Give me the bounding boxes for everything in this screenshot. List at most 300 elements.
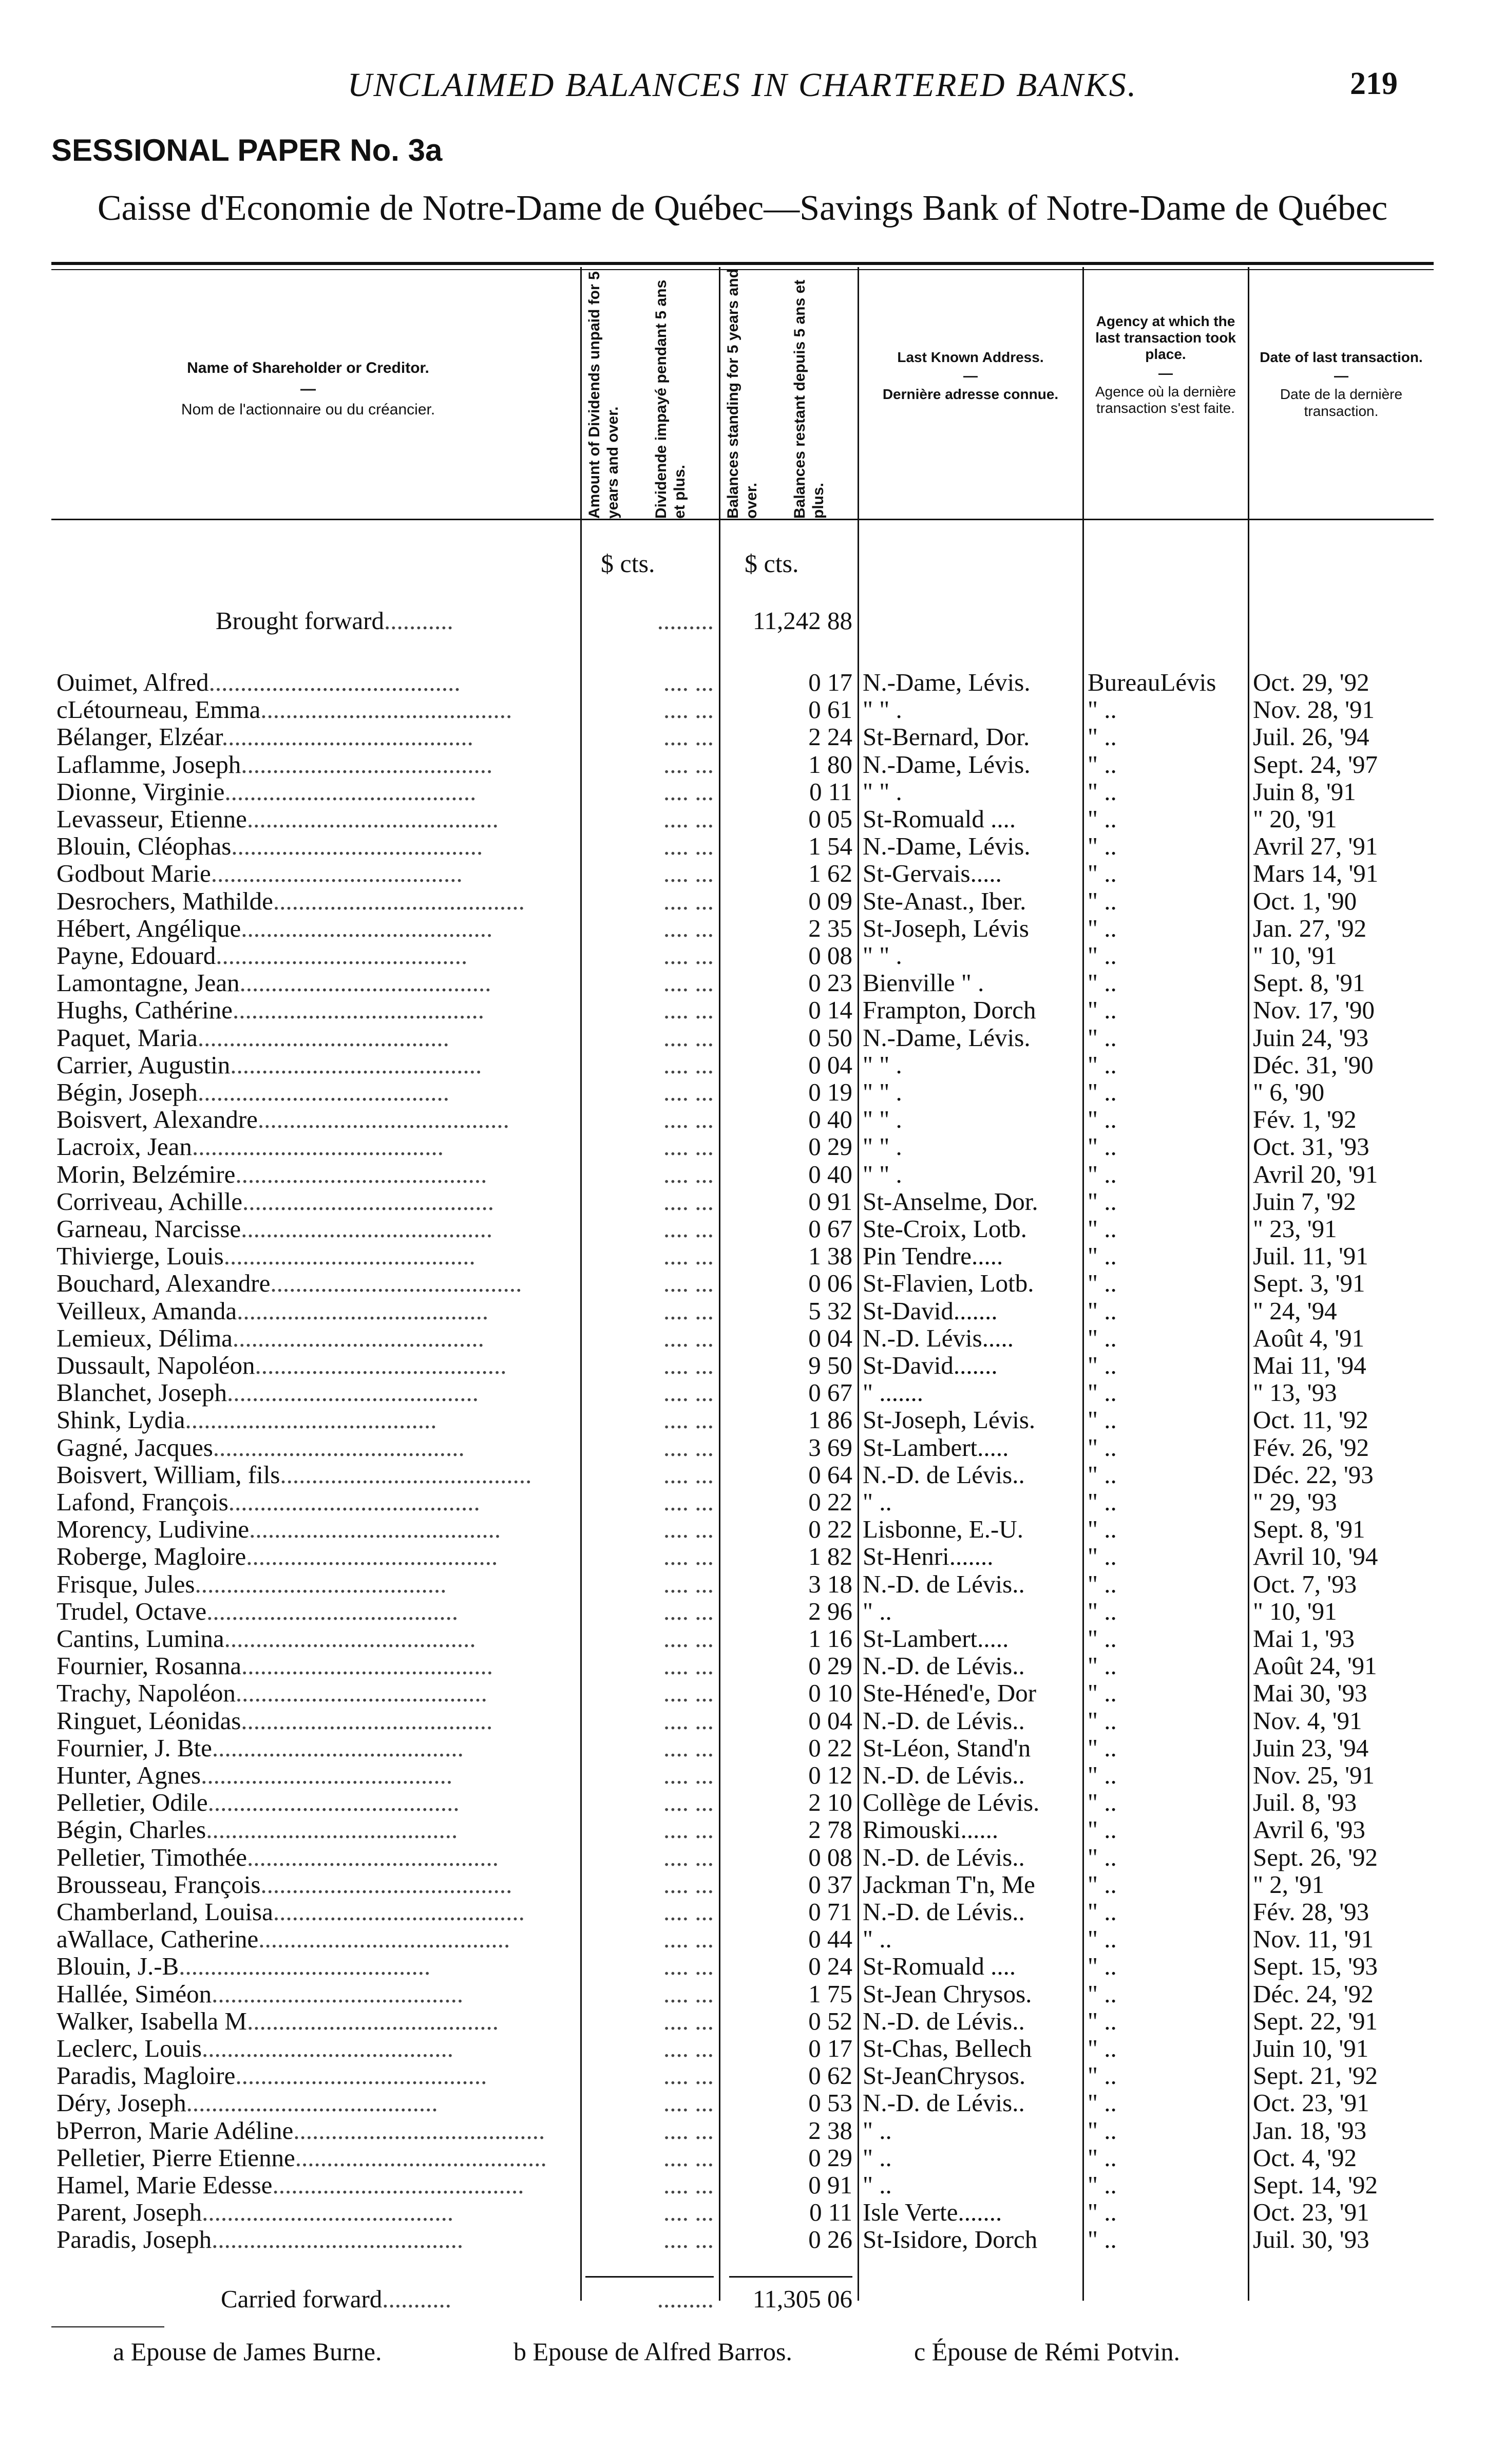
- last-transaction-date: Jan. 27, '92: [1253, 914, 1367, 942]
- balance-amount: 5 32: [808, 1296, 852, 1325]
- agency: " ..: [1088, 914, 1117, 942]
- creditor-name: Paradis, Joseph........................................: [56, 2225, 464, 2254]
- table-row: [0, 1077, 1485, 1105]
- dividends-leader: .... ...: [663, 914, 714, 942]
- dividends-leader: .... ...: [663, 1323, 714, 1352]
- table-row: [0, 1542, 1485, 1569]
- creditor-name-text: Paradis, Joseph: [56, 2225, 212, 2254]
- creditor-name-text: Blouin, J.-B: [56, 1952, 179, 1981]
- creditor-name-text: Bouchard, Alexandre: [56, 1269, 271, 1298]
- balance-amount: 2 78: [808, 1815, 852, 1844]
- dividends-leader: .... ...: [663, 2089, 714, 2117]
- dividends-leader: .... ...: [663, 1515, 714, 1544]
- dividends-leader: .... ...: [663, 1979, 714, 2008]
- last-transaction-date: Oct. 1, '90: [1253, 886, 1357, 915]
- agency: " ..: [1088, 1870, 1117, 1899]
- agency: " ..: [1088, 1597, 1117, 1625]
- balance-amount: 1 38: [808, 1242, 852, 1271]
- balance-amount: 0 19: [808, 1078, 852, 1106]
- last-address: " ..: [863, 2116, 892, 2145]
- brought-forward-row: [0, 606, 1485, 633]
- creditor-name: Hébert, Angélique........................................: [56, 914, 493, 942]
- creditor-name-text: Frisque, Jules: [56, 1569, 195, 1598]
- creditor-name-text: Brousseau, François: [56, 1870, 261, 1899]
- dividends-leader: .... ...: [663, 2034, 714, 2062]
- balance-amount: 1 80: [808, 750, 852, 779]
- balance-amount: 0 10: [808, 1679, 852, 1708]
- table-row: [0, 2088, 1485, 2115]
- balance-amount: 0 26: [808, 2225, 852, 2254]
- last-transaction-date: Oct. 4, '92: [1253, 2143, 1357, 2172]
- creditor-name: Morin, Belzémire........................................: [56, 1160, 487, 1188]
- creditor-name-text: Boisvert, William, fils: [56, 1460, 280, 1489]
- last-address: St-Romuald ....: [863, 1952, 1016, 1981]
- creditor-name: Shink, Lydia........................................: [56, 1406, 437, 1434]
- creditor-name-text: Hallée, Siméon: [56, 1979, 212, 2008]
- dividends-leader: .... ...: [663, 1050, 714, 1079]
- table-row: [0, 968, 1485, 995]
- table-top-rule: [51, 262, 1434, 265]
- last-transaction-date: " 24, '94: [1253, 1296, 1337, 1325]
- last-transaction-date: Sept. 22, '91: [1253, 2006, 1378, 2035]
- table-row: [0, 1405, 1485, 1432]
- dividends-leader: .........: [657, 2285, 714, 2313]
- last-address: " ..: [863, 1488, 892, 1516]
- creditor-name: Trudel, Octave........................................: [56, 1597, 459, 1625]
- last-address: N.-D. de Lévis..: [863, 1706, 1025, 1735]
- last-address: " " .: [863, 1160, 902, 1188]
- balance-amount: 0 64: [808, 1460, 852, 1489]
- dividends-leader: .... ...: [663, 1652, 714, 1680]
- creditor-name-text: Boisvert, Alexandre: [56, 1105, 258, 1134]
- units-dividends: $ cts.: [601, 549, 655, 578]
- agency: BureauLévis: [1088, 668, 1216, 696]
- creditor-name: Paquet, Maria........................................: [56, 1023, 449, 1052]
- dividends-leader: .... ...: [663, 832, 714, 861]
- creditor-name: Trachy, Napoléon........................................: [56, 1679, 487, 1708]
- dividends-leader: .... ...: [663, 2116, 714, 2145]
- last-transaction-date: " 10, '91: [1253, 941, 1337, 970]
- creditor-name-text: Fournier, Rosanna: [56, 1652, 242, 1680]
- last-address: Ste-Croix, Lotb.: [863, 1215, 1027, 1243]
- last-address: N.-D. de Lévis..: [863, 1761, 1025, 1789]
- agency: " ..: [1088, 1733, 1117, 1762]
- last-transaction-date: Sept. 24, '97: [1253, 750, 1378, 779]
- header-dividends-fr: Dividende impayé pendant 5 ans et plus.: [653, 279, 688, 519]
- brought-forward-amount: 11,242 88: [752, 606, 852, 635]
- creditor-name: Leclerc, Louis........................................: [56, 2034, 453, 2062]
- table-row: [0, 1296, 1485, 1323]
- last-transaction-date: Juil. 26, '94: [1253, 723, 1369, 751]
- creditor-name-text: Walker, Isabella M: [56, 2006, 247, 2035]
- balance-amount: 0 11: [809, 777, 852, 806]
- table-row: [0, 1706, 1485, 1733]
- last-transaction-date: Nov. 25, '91: [1253, 1761, 1375, 1789]
- header-address-en: Last Known Address.: [897, 349, 1044, 365]
- creditor-name: Frisque, Jules........................................: [56, 1569, 447, 1598]
- last-address: Ste-Héned'e, Dor: [863, 1679, 1037, 1708]
- creditor-name-text: Garneau, Narcisse: [56, 1215, 241, 1243]
- table-row: [0, 1979, 1485, 2006]
- creditor-name-text: Lamontagne, Jean: [56, 969, 240, 997]
- dividends-leader: .... ...: [663, 1023, 714, 1052]
- creditor-name: Hunter, Agnes........................................: [56, 1761, 453, 1789]
- creditor-name-text: Morency, Ludivine: [56, 1515, 250, 1544]
- table-row: [0, 2143, 1485, 2170]
- last-transaction-date: Sept. 26, '92: [1253, 1843, 1378, 1871]
- agency: " ..: [1088, 1187, 1117, 1216]
- balance-amount: 2 10: [808, 1788, 852, 1817]
- header-address-fr: Dernière adresse connue.: [882, 386, 1059, 403]
- creditor-name: Payne, Edouard........................................: [56, 941, 468, 970]
- last-address: " ..: [863, 1597, 892, 1625]
- bank-title: Caisse d'Economie de Notre-Dame de Québec—Savings Bank of Notre-Dame de Québec: [97, 188, 1388, 228]
- dividends-leader: .... ...: [663, 1406, 714, 1434]
- balance-amount: 0 22: [808, 1488, 852, 1516]
- last-transaction-date: Oct. 31, '93: [1253, 1132, 1369, 1161]
- dividends-leader: .... ...: [663, 1488, 714, 1516]
- creditor-name-text: Shink, Lydia: [56, 1406, 185, 1434]
- table-row: [0, 1870, 1485, 1897]
- dividends-leader: .... ...: [663, 1433, 714, 1462]
- last-transaction-date: Nov. 17, '90: [1253, 996, 1375, 1025]
- agency: " ..: [1088, 832, 1117, 861]
- last-transaction-date: Oct. 11, '92: [1253, 1406, 1368, 1434]
- header-bottom-rule: [51, 519, 1434, 520]
- balance-amount: 0 22: [808, 1733, 852, 1762]
- agency: " ..: [1088, 1925, 1117, 1954]
- creditor-name: Godbout Marie........................................: [56, 859, 463, 888]
- dividends-leader: .... ...: [663, 1925, 714, 1954]
- dividends-leader: .... ...: [663, 1788, 714, 1817]
- creditor-name-text: Dussault, Napoléon: [56, 1351, 255, 1379]
- carried-forward-label: Carried forward...........: [221, 2285, 452, 2313]
- dividends-leader: .... ...: [663, 1460, 714, 1489]
- creditor-name-text: Pelletier, Timothée: [56, 1843, 247, 1871]
- creditor-name: Brousseau, François........................................: [56, 1870, 512, 1899]
- creditor-name: Garneau, Narcisse........................................: [56, 1215, 493, 1243]
- last-transaction-date: Déc. 31, '90: [1253, 1050, 1374, 1079]
- table-row: [0, 1023, 1485, 1050]
- agency: " ..: [1088, 1569, 1117, 1598]
- balance-amount: 0 40: [808, 1105, 852, 1134]
- agency: " ..: [1088, 1652, 1117, 1680]
- creditor-name: Ouimet, Alfred........................................: [56, 668, 461, 696]
- dividends-leader: .... ...: [663, 1569, 714, 1598]
- agency: " ..: [1088, 750, 1117, 779]
- table-row: [0, 750, 1485, 777]
- table-row: [0, 2116, 1485, 2143]
- agency: " ..: [1088, 1679, 1117, 1708]
- balance-amount: 0 50: [808, 1023, 852, 1052]
- last-address: Bienville " .: [863, 969, 984, 997]
- creditor-name: Hughs, Cathérine........................................: [56, 996, 484, 1025]
- creditor-name: Hamel, Marie Edesse........................................: [56, 2171, 524, 2199]
- last-transaction-date: Fév. 28, '93: [1253, 1898, 1369, 1926]
- balance-amount: 0 53: [808, 2089, 852, 2117]
- last-transaction-date: Avril 20, '91: [1253, 1160, 1378, 1188]
- agency: " ..: [1088, 1406, 1117, 1434]
- last-address: St-Anselme, Dor.: [863, 1187, 1038, 1216]
- balance-amount: 0 17: [808, 668, 852, 696]
- agency: " ..: [1088, 1706, 1117, 1735]
- last-address: St-Joseph, Lévis: [863, 914, 1029, 942]
- agency: " ..: [1088, 1050, 1117, 1079]
- creditor-name-text: Laflamme, Joseph: [56, 750, 241, 779]
- last-transaction-date: " 6, '90: [1253, 1078, 1325, 1106]
- table-row: [0, 1624, 1485, 1651]
- creditor-name-text: Bélanger, Elzéar: [56, 723, 222, 751]
- creditor-name: Lamontagne, Jean........................................: [56, 969, 491, 997]
- dividends-leader: .........: [657, 606, 714, 635]
- creditor-name: Lemieux, Délima........................................: [56, 1323, 484, 1352]
- last-address: N.-Dame, Lévis.: [863, 750, 1031, 779]
- agency: " ..: [1088, 1105, 1117, 1134]
- last-address: N.-D. de Lévis..: [863, 1843, 1025, 1871]
- table-row: [0, 1487, 1485, 1514]
- table-row: [0, 1678, 1485, 1708]
- agency: " ..: [1088, 2225, 1117, 2254]
- last-transaction-date: Juin 7, '92: [1253, 1187, 1356, 1216]
- creditor-name-text: Paquet, Maria: [56, 1023, 198, 1052]
- creditor-name-text: Dionne, Virginie: [56, 777, 225, 806]
- creditor-name: bPerron, Marie Adéline........................................: [56, 2116, 545, 2145]
- creditor-name-text: Desrochers, Mathilde: [56, 886, 273, 915]
- dividends-leader: .... ...: [663, 1105, 714, 1134]
- last-transaction-date: Mai 30, '93: [1253, 1679, 1367, 1708]
- creditor-name-text: Lafond, François: [56, 1488, 229, 1516]
- creditor-name: Fournier, Rosanna........................................: [56, 1652, 493, 1680]
- agency: " ..: [1088, 2034, 1117, 2062]
- last-address: St-Joseph, Lévis.: [863, 1406, 1036, 1434]
- header-date: Date of last transaction. — Date de la dernière transaction.: [1250, 349, 1433, 420]
- table-row: [0, 914, 1485, 941]
- table-row: [0, 695, 1485, 722]
- creditor-name-text: Morin, Belzémire: [56, 1160, 236, 1188]
- creditor-name-text: Hébert, Angélique: [56, 914, 241, 942]
- creditor-name-text: Bégin, Charles: [56, 1815, 206, 1844]
- balance-amount: 0 08: [808, 941, 852, 970]
- dividends-leader: .... ...: [663, 1706, 714, 1735]
- last-address: " " .: [863, 777, 902, 806]
- last-transaction-date: Août 24, '91: [1253, 1652, 1377, 1680]
- last-transaction-date: Nov. 28, '91: [1253, 695, 1375, 724]
- agency: " ..: [1088, 2143, 1117, 2172]
- agency: " ..: [1088, 1815, 1117, 1844]
- dividends-leader: .... ...: [663, 805, 714, 833]
- dividends-leader: .... ...: [663, 1733, 714, 1762]
- last-address: N.-D. Lévis.....: [863, 1323, 1014, 1352]
- last-address: Rimouski......: [863, 1815, 999, 1844]
- dividends-leader: .... ...: [663, 1242, 714, 1271]
- creditor-name: Boisvert, Alexandre........................................: [56, 1105, 509, 1134]
- last-transaction-date: Oct. 23, '91: [1253, 2198, 1369, 2227]
- dividends-leader: .... ...: [663, 886, 714, 915]
- dividends-leader: .... ...: [663, 723, 714, 751]
- header-agency-fr: Agence où la dernière transaction s'est faite.: [1095, 383, 1236, 416]
- creditor-name-text: Bégin, Joseph: [56, 1078, 198, 1106]
- agency: " ..: [1088, 1132, 1117, 1161]
- table-row: [0, 1651, 1485, 1678]
- dividends-leader: .... ...: [663, 1843, 714, 1871]
- last-address: St-Isidore, Dorch: [863, 2225, 1038, 2254]
- creditor-name: Pelletier, Pierre Etienne........................................: [56, 2143, 547, 2172]
- last-transaction-date: Avril 10, '94: [1253, 1542, 1378, 1571]
- last-address: N.-Dame, Lévis.: [863, 668, 1031, 696]
- creditor-name-text: cLétourneau, Emma: [56, 695, 261, 724]
- running-title: UNCLAIMED BALANCES IN CHARTERED BANKS.: [347, 66, 1138, 104]
- dividends-leader: .... ...: [663, 695, 714, 724]
- balance-amount: 0 62: [808, 2061, 852, 2090]
- last-transaction-date: Fév. 26, '92: [1253, 1433, 1369, 1462]
- balance-amount: 1 75: [808, 1979, 852, 2008]
- last-transaction-date: Jan. 18, '93: [1253, 2116, 1367, 2145]
- balance-amount: 0 08: [808, 1843, 852, 1871]
- creditor-name: Bégin, Joseph........................................: [56, 1078, 449, 1106]
- table-row: [0, 2170, 1485, 2197]
- balance-amount: 0 09: [808, 886, 852, 915]
- dividends-leader: .... ...: [663, 1542, 714, 1571]
- agency: " ..: [1088, 1515, 1117, 1544]
- agency: " ..: [1088, 1460, 1117, 1489]
- agency: " ..: [1088, 941, 1117, 970]
- table-row: [0, 941, 1485, 968]
- agency: " ..: [1088, 2198, 1117, 2227]
- table-row: [0, 1241, 1485, 1271]
- table-row: [0, 1843, 1485, 1870]
- balance-amount: 0 04: [808, 1050, 852, 1079]
- last-address: St-Gervais.....: [863, 859, 1002, 888]
- creditor-name-text: Veilleux, Amanda: [56, 1296, 237, 1325]
- agency: " ..: [1088, 1215, 1117, 1243]
- units-balances: $ cts.: [745, 549, 799, 578]
- brought-forward-label: Brought forward...........: [216, 606, 453, 635]
- last-address: " " .: [863, 1050, 902, 1079]
- balance-amount: 0 11: [809, 2198, 852, 2227]
- footnote-b: b Epouse de Alfred Barros.: [513, 2337, 792, 2366]
- creditor-name: Lafond, François........................................: [56, 1488, 480, 1516]
- last-address: Pin Tendre.....: [863, 1242, 1003, 1271]
- sessional-paper-label: SESSIONAL PAPER No. 3a: [51, 133, 443, 167]
- footnote-rule: [51, 2326, 164, 2327]
- table-row: [0, 1433, 1485, 1460]
- creditor-name-text: Blouin, Cléophas: [56, 832, 232, 861]
- page-number: 219: [1350, 66, 1398, 101]
- last-transaction-date: " 23, '91: [1253, 1215, 1337, 1243]
- creditor-name: Pelletier, Odile........................................: [56, 1788, 460, 1817]
- balance-amount: 0 61: [808, 695, 852, 724]
- creditor-name: Veilleux, Amanda........................................: [56, 1296, 489, 1325]
- header-agency-en: Agency at which the last transaction took place.: [1095, 313, 1236, 363]
- balance-amount: 2 24: [808, 723, 852, 751]
- balance-amount: 2 35: [808, 914, 852, 942]
- creditor-name-text: aWallace, Catherine: [56, 1925, 259, 1954]
- header-balances-en: Balances standing for 5 years and over.: [725, 269, 760, 519]
- table-row: [0, 1897, 1485, 1924]
- last-transaction-date: Mars 14, '91: [1253, 859, 1379, 888]
- creditor-name: Morency, Ludivine........................................: [56, 1515, 501, 1544]
- header-address: Last Known Address. — Dernière adresse connue.: [863, 349, 1078, 403]
- last-transaction-date: Oct. 29, '92: [1253, 668, 1369, 696]
- agency: " ..: [1088, 1898, 1117, 1926]
- agency: " ..: [1088, 1378, 1117, 1407]
- last-transaction-date: Nov. 4, '91: [1253, 1706, 1362, 1735]
- agency: " ..: [1088, 1542, 1117, 1571]
- dividends-leader: .... ...: [663, 1296, 714, 1325]
- last-address: St-David.......: [863, 1351, 998, 1379]
- dividends-leader: .... ...: [663, 2061, 714, 2090]
- balance-amount: 2 96: [808, 1597, 852, 1625]
- creditor-name-text: Hughs, Cathérine: [56, 996, 233, 1025]
- agency: " ..: [1088, 2089, 1117, 2117]
- last-transaction-date: Mai 11, '94: [1253, 1351, 1366, 1379]
- dividends-leader: .... ...: [663, 2171, 714, 2199]
- table-row: [0, 1460, 1485, 1487]
- last-address: Jackman T'n, Me: [863, 1870, 1035, 1899]
- balance-amount: 1 62: [808, 859, 852, 888]
- header-agency: Agency at which the last transaction took place. — Agence où la dernière transaction s'est faite.: [1084, 313, 1247, 416]
- dividends-leader: .... ...: [663, 1160, 714, 1188]
- table-row: [0, 777, 1485, 804]
- agency: " ..: [1088, 723, 1117, 751]
- dividends-leader: .... ...: [663, 1815, 714, 1844]
- creditor-name-text: Trudel, Octave: [56, 1597, 207, 1625]
- balance-amount: 0 17: [808, 2034, 852, 2062]
- agency: " ..: [1088, 1843, 1117, 1871]
- dividends-leader: .... ...: [663, 1378, 714, 1407]
- creditor-name-text: Trachy, Napoléon: [56, 1679, 236, 1708]
- last-transaction-date: Juil. 8, '93: [1253, 1788, 1357, 1817]
- balance-amount: 0 40: [808, 1160, 852, 1188]
- table-row: [0, 1815, 1485, 1842]
- dividends-leader: .... ...: [663, 2198, 714, 2227]
- last-transaction-date: Sept. 3, '91: [1253, 1269, 1365, 1298]
- last-address: St-Lambert.....: [863, 1624, 1009, 1653]
- agency: " ..: [1088, 695, 1117, 724]
- creditor-name: Hallée, Siméon........................................: [56, 1979, 464, 2008]
- last-address: " .......: [863, 1378, 924, 1407]
- creditor-name-text: Carrier, Augustin: [56, 1050, 231, 1079]
- last-address: St-Flavien, Lotb.: [863, 1269, 1034, 1298]
- creditor-name: Roberge, Magloire........................................: [56, 1542, 498, 1571]
- last-address: Ste-Anast., Iber.: [863, 886, 1026, 915]
- creditor-name: Bélanger, Elzéar........................................: [56, 723, 473, 751]
- last-address: " ..: [863, 2143, 892, 2172]
- last-transaction-date: Sept. 14, '92: [1253, 2171, 1378, 2199]
- last-address: St-Romuald ....: [863, 805, 1016, 833]
- carried-forward-row: [0, 2284, 1485, 2311]
- table-row: [0, 1187, 1485, 1214]
- agency: " ..: [1088, 2116, 1117, 2145]
- last-address: St-Bernard, Dor.: [863, 723, 1030, 751]
- dividends-leader: .... ...: [663, 1215, 714, 1243]
- balance-amount: 0 23: [808, 969, 852, 997]
- table-row: [0, 1597, 1485, 1624]
- creditor-name-text: bPerron, Marie Adéline: [56, 2116, 294, 2145]
- balance-amount: 0 04: [808, 1706, 852, 1735]
- dividends-leader: .... ...: [663, 1624, 714, 1653]
- agency: " ..: [1088, 1242, 1117, 1271]
- footnote-c: c Épouse de Rémi Potvin.: [914, 2337, 1180, 2366]
- creditor-name-text: Déry, Joseph: [56, 2089, 186, 2117]
- dividends-leader: .... ...: [663, 1898, 714, 1926]
- balance-amount: 9 50: [808, 1351, 852, 1379]
- creditor-name-text: Lemieux, Délima: [56, 1323, 233, 1352]
- balance-amount: 0 04: [808, 1323, 852, 1352]
- dividends-leader: .... ...: [663, 941, 714, 970]
- header-name: Name of Shareholder or Creditor. — Nom de l'actionnaire ou du créancier.: [51, 359, 565, 419]
- dividends-leader: .... ...: [663, 1761, 714, 1789]
